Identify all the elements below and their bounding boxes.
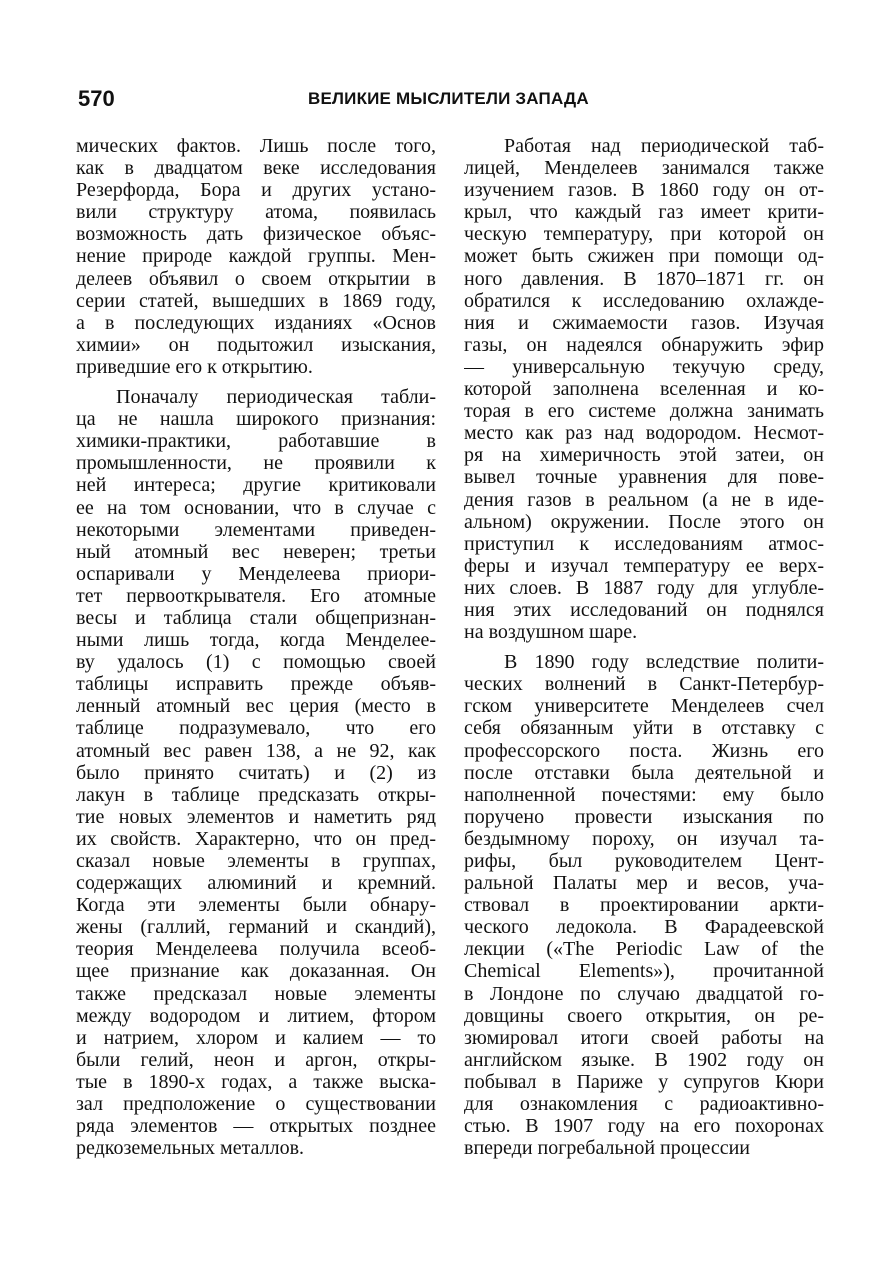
text-line: химии» он подытожил изыскания, [76, 333, 436, 356]
text-line: содержащих алюминий и кремний. [76, 872, 436, 895]
text-line: химики-практики, работавшие в [76, 430, 436, 453]
text-line: ческих волнений в Санкт-Петербур- [464, 673, 824, 696]
text-line: В 1890 году вследствие полити- [504, 651, 824, 674]
text-line: редкоземельных металлов. [76, 1137, 305, 1160]
text-line: газы, он надеялся обнаружить эфир [464, 333, 824, 356]
text-line: торая в его системе должна занимать [464, 400, 824, 423]
text-line: приведшие его к открытию. [76, 355, 313, 378]
text-line: крыл, что каждый газ имеет крити- [464, 201, 824, 224]
text-line: ный атомный вес неверен; третьи [76, 540, 436, 563]
text-line: побывал в Париже у супругов Кюри [464, 1070, 824, 1093]
text-line: альном) окружении. После этого он [464, 510, 824, 533]
text-line: Резерфорда, Бора и других устано- [76, 179, 436, 202]
text-line: ния этих исследований он поднялся [464, 598, 824, 621]
text-line: промышленности, не проявили к [76, 452, 436, 475]
text-line: лицей, Менделеев занимался также [464, 157, 824, 180]
text-line: них слоев. В 1887 году для углубле- [464, 576, 824, 599]
text-line: тие новых элементов и наметить ряд [76, 805, 436, 828]
text-line: впереди погребальной процессии [464, 1137, 750, 1160]
text-line: как в двадцатом веке исследования [76, 157, 436, 180]
text-line: ряда элементов — открытых позднее [76, 1115, 436, 1138]
text-line: поручено провести изыскания по [464, 805, 824, 828]
text-line: вывел точные уравнения для пове- [464, 466, 824, 489]
text-line: оспаривали у Менделеева приори- [76, 562, 436, 585]
text-line: профессорского поста. Жизнь его [464, 739, 824, 762]
text-line: возможность дать физическое объяс- [76, 223, 436, 246]
text-line: вили структуру атома, появилась [76, 201, 436, 224]
text-line: для ознакомления с радиоактивно- [464, 1093, 824, 1116]
text-line: место как раз над водородом. Несмот- [464, 422, 824, 445]
text-line: также предсказал новые элементы [76, 982, 436, 1005]
text-line: тет первооткрывателя. Его атомные [76, 584, 436, 607]
text-line: тые в 1890-х годах, а также выска- [76, 1070, 436, 1093]
text-line: зюмировал итоги своей работы на [464, 1026, 824, 1049]
text-line: таблицы исправить прежде объяв- [76, 673, 436, 696]
text-line: приступил к исследованиям атмос- [464, 532, 824, 555]
text-line: серии статей, вышедших в 1869 году, [76, 289, 436, 312]
text-line: были гелий, неон и аргон, откры- [76, 1048, 436, 1071]
text-line: между водородом и литием, фтором [76, 1004, 436, 1027]
text-line: и натрием, хлором и калием — то [76, 1026, 436, 1049]
text-line: — универсальную текучую среду, [464, 355, 824, 378]
text-line: дения газов в реальном (а не в иде- [464, 488, 824, 511]
text-line: зал предположение о существовании [76, 1093, 436, 1116]
text-line: ца не нашла широкого признания: [76, 408, 436, 431]
text-line: ленный атомный вес церия (место в [76, 695, 436, 718]
paragraph [76, 135, 436, 378]
text-line: которой заполнена вселенная и ко- [464, 378, 824, 401]
text-line: после отставки была деятельной и [464, 761, 824, 784]
text-line: было принято считать) и (2) из [76, 761, 436, 784]
right-column [464, 135, 824, 1159]
text-line: изучением газов. В 1860 году он от- [464, 179, 824, 202]
text-line: ческую температуру, при которой он [464, 223, 824, 246]
text-line: Когда эти элементы были обнару- [76, 894, 436, 917]
text-line: Chemical Elements»), прочитанной [464, 960, 824, 983]
text-line: рифы, был руководителем Цент- [464, 850, 824, 872]
text-line: мических фактов. Лишь после того, [76, 135, 436, 157]
text-line: атомный вес равен 138, а не 92, как [76, 739, 436, 762]
text-line: ствовал в проектировании аркти- [464, 894, 824, 917]
text-line: ря на химеричность этой затеи, он [464, 444, 824, 467]
running-title: ВЕЛИКИЕ МЫСЛИТЕЛИ ЗАПАДА [308, 89, 589, 108]
page-number: 570 [78, 86, 115, 111]
text-line: сказал новые элементы в группах, [76, 850, 436, 872]
text-line: Работая над периодической таб- [504, 135, 824, 157]
text-line: нение природе каждой группы. Мен- [76, 245, 436, 268]
text-line: ческого ледокола. В Фарадеевской [464, 916, 824, 939]
text-line: английском языке. В 1902 году он [464, 1048, 824, 1071]
text-line: теория Менделеева получила всеоб- [76, 938, 436, 961]
text-line: себя обязанным уйти в отставку с [464, 717, 824, 740]
text-line: делеев объявил о своем открытии в [76, 267, 436, 290]
text-line: ней интереса; другие критиковали [76, 474, 436, 497]
text-line: Поначалу периодическая табли- [116, 386, 436, 409]
text-line: на воздушном шаре. [464, 621, 638, 644]
paragraph [464, 651, 824, 1159]
text-line: в Лондоне по случаю двадцатой го- [464, 982, 824, 1005]
text-line: их свойств. Характерно, что он пред- [76, 827, 436, 850]
text-line: гском университете Менделеев счел [464, 695, 824, 718]
text-line: довщины своего открытия, он ре- [464, 1004, 824, 1027]
left-column [76, 135, 436, 1159]
text-line: стью. В 1907 году на его похоронах [464, 1115, 824, 1138]
text-line: ными лишь тогда, когда Менделее- [76, 629, 436, 652]
text-line: бездымному пороху, он изучал та- [464, 827, 824, 850]
text-line: некоторыми элементами приведен- [76, 518, 436, 541]
text-line: весы и таблица стали общепризнан- [76, 606, 436, 629]
text-line: а в последующих изданиях «Основ [76, 311, 436, 334]
text-line: жены (галлий, германий и скандий), [76, 916, 436, 939]
text-line: ного давления. В 1870–1871 гг. он [464, 267, 824, 290]
text-line: щее признание как доказанная. Он [76, 960, 436, 983]
text-line: ее на том основании, что в случае с [76, 496, 436, 519]
text-line: лекции («The Periodic Law of the [464, 938, 824, 961]
text-line: таблице подразумевало, что его [76, 717, 436, 740]
text-line: лакун в таблице предсказать откры- [76, 783, 436, 806]
text-line: ния и сжимаемости газов. Изучая [464, 311, 824, 334]
text-line: может быть сжижен при помощи од- [464, 245, 824, 268]
text-line: ральной Палаты мер и весов, уча- [464, 872, 824, 895]
text-line: ву удалось (1) с помощью своей [76, 651, 436, 674]
paragraph [464, 135, 824, 643]
text-line: наполненной почестями: ему было [464, 783, 824, 806]
text-line: обратился к исследованию охлажде- [464, 289, 824, 312]
paragraph [76, 386, 436, 1159]
text-line: феры и изучал температуру ее верх- [464, 554, 824, 577]
